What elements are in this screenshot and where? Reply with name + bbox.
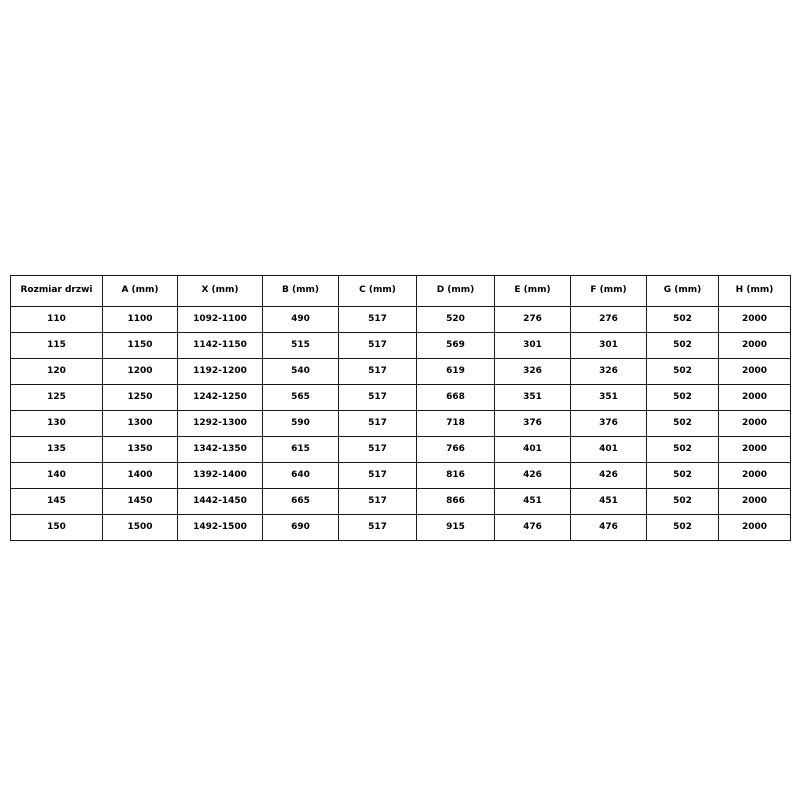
cell-a: 1400: [103, 463, 178, 489]
cell-d: 569: [417, 333, 495, 359]
specification-table-container: [10, 275, 790, 541]
column-header-b: B (mm): [263, 276, 339, 307]
cell-h: 2000: [719, 411, 791, 437]
cell-h: 2000: [719, 385, 791, 411]
cell-x: 1092-1100: [178, 307, 263, 333]
column-header-x: X (mm): [178, 276, 263, 307]
cell-e: 451: [495, 489, 571, 515]
cell-e: 476: [495, 515, 571, 541]
table-row: [11, 411, 791, 437]
table-row: [11, 385, 791, 411]
cell-size: 150: [11, 515, 103, 541]
cell-g: 502: [647, 307, 719, 333]
cell-x: 1192-1200: [178, 359, 263, 385]
cell-x: 1142-1150: [178, 333, 263, 359]
cell-d: 816: [417, 463, 495, 489]
cell-d: 619: [417, 359, 495, 385]
cell-f: 276: [571, 307, 647, 333]
cell-a: 1350: [103, 437, 178, 463]
cell-a: 1450: [103, 489, 178, 515]
table-row: [11, 307, 791, 333]
cell-c: 517: [339, 333, 417, 359]
cell-c: 517: [339, 437, 417, 463]
table-row: [11, 515, 791, 541]
cell-size: 115: [11, 333, 103, 359]
cell-b: 490: [263, 307, 339, 333]
cell-f: 451: [571, 489, 647, 515]
cell-d: 718: [417, 411, 495, 437]
cell-size: 140: [11, 463, 103, 489]
cell-size: 120: [11, 359, 103, 385]
table-row: [11, 489, 791, 515]
cell-e: 376: [495, 411, 571, 437]
cell-x: 1442-1450: [178, 489, 263, 515]
cell-f: 351: [571, 385, 647, 411]
cell-f: 476: [571, 515, 647, 541]
cell-d: 866: [417, 489, 495, 515]
cell-f: 326: [571, 359, 647, 385]
table-body: [11, 307, 791, 541]
table-header: [11, 276, 791, 307]
column-header-e: E (mm): [495, 276, 571, 307]
cell-d: 520: [417, 307, 495, 333]
cell-x: 1292-1300: [178, 411, 263, 437]
cell-a: 1100: [103, 307, 178, 333]
cell-size: 110: [11, 307, 103, 333]
table-row: [11, 333, 791, 359]
table-header-row: [11, 276, 791, 307]
cell-e: 326: [495, 359, 571, 385]
cell-x: 1242-1250: [178, 385, 263, 411]
cell-a: 1300: [103, 411, 178, 437]
cell-size: 125: [11, 385, 103, 411]
cell-h: 2000: [719, 333, 791, 359]
column-header-a: A (mm): [103, 276, 178, 307]
cell-g: 502: [647, 463, 719, 489]
column-header-g: G (mm): [647, 276, 719, 307]
cell-c: 517: [339, 411, 417, 437]
cell-a: 1500: [103, 515, 178, 541]
cell-c: 517: [339, 515, 417, 541]
cell-h: 2000: [719, 463, 791, 489]
table-row: [11, 359, 791, 385]
cell-g: 502: [647, 437, 719, 463]
cell-size: 130: [11, 411, 103, 437]
cell-f: 301: [571, 333, 647, 359]
cell-h: 2000: [719, 359, 791, 385]
table-row: [11, 463, 791, 489]
cell-f: 376: [571, 411, 647, 437]
cell-b: 590: [263, 411, 339, 437]
cell-a: 1150: [103, 333, 178, 359]
cell-b: 515: [263, 333, 339, 359]
cell-e: 351: [495, 385, 571, 411]
cell-b: 690: [263, 515, 339, 541]
cell-d: 668: [417, 385, 495, 411]
cell-h: 2000: [719, 515, 791, 541]
column-header-rozmiar-drzwi: Rozmiar drzwi: [11, 276, 103, 307]
cell-h: 2000: [719, 307, 791, 333]
cell-b: 565: [263, 385, 339, 411]
cell-g: 502: [647, 385, 719, 411]
cell-h: 2000: [719, 437, 791, 463]
cell-c: 517: [339, 359, 417, 385]
cell-b: 665: [263, 489, 339, 515]
cell-c: 517: [339, 385, 417, 411]
cell-x: 1342-1350: [178, 437, 263, 463]
cell-size: 145: [11, 489, 103, 515]
cell-size: 135: [11, 437, 103, 463]
cell-a: 1250: [103, 385, 178, 411]
cell-g: 502: [647, 359, 719, 385]
cell-x: 1392-1400: [178, 463, 263, 489]
cell-g: 502: [647, 515, 719, 541]
cell-c: 517: [339, 463, 417, 489]
cell-c: 517: [339, 307, 417, 333]
cell-g: 502: [647, 333, 719, 359]
cell-x: 1492-1500: [178, 515, 263, 541]
cell-a: 1200: [103, 359, 178, 385]
column-header-f: F (mm): [571, 276, 647, 307]
cell-b: 540: [263, 359, 339, 385]
cell-b: 640: [263, 463, 339, 489]
cell-d: 915: [417, 515, 495, 541]
column-header-h: H (mm): [719, 276, 791, 307]
specification-table: [10, 275, 791, 541]
cell-e: 426: [495, 463, 571, 489]
column-header-d: D (mm): [417, 276, 495, 307]
cell-f: 426: [571, 463, 647, 489]
cell-e: 276: [495, 307, 571, 333]
cell-e: 301: [495, 333, 571, 359]
table-row: [11, 437, 791, 463]
column-header-c: C (mm): [339, 276, 417, 307]
cell-d: 766: [417, 437, 495, 463]
cell-e: 401: [495, 437, 571, 463]
cell-b: 615: [263, 437, 339, 463]
cell-c: 517: [339, 489, 417, 515]
cell-h: 2000: [719, 489, 791, 515]
cell-g: 502: [647, 411, 719, 437]
cell-f: 401: [571, 437, 647, 463]
cell-g: 502: [647, 489, 719, 515]
